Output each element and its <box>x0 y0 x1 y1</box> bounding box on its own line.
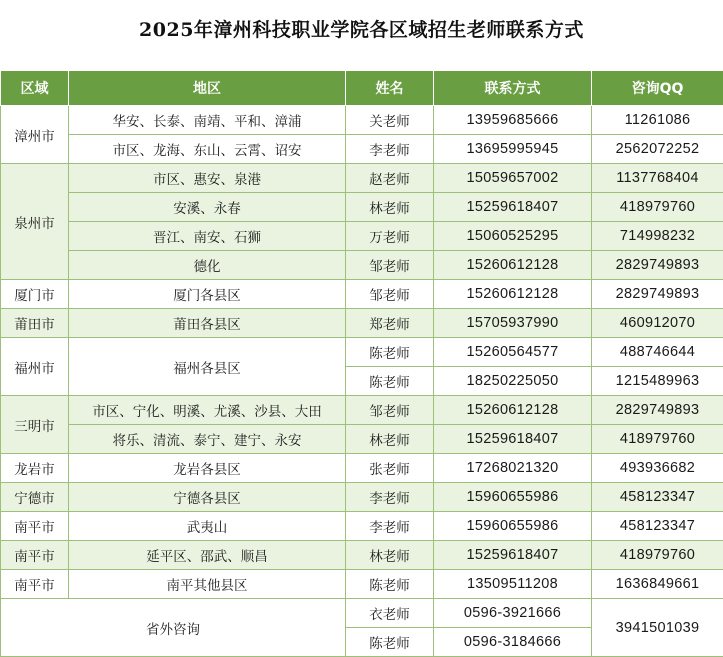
region-cell: 泉州市 <box>1 164 69 280</box>
page-title: 2025年漳州科技职业学院各区域招生老师联系方式 <box>139 19 584 41</box>
region-cell: 南平市 <box>1 541 69 570</box>
name-cell: 陈老师 <box>346 570 434 599</box>
area-cell: 华安、长泰、南靖、平和、漳浦 <box>69 106 346 135</box>
region-cell: 南平市 <box>1 570 69 599</box>
region-cell: 厦门市 <box>1 280 69 309</box>
table-row <box>1 512 723 541</box>
name-cell: 万老师 <box>346 222 434 251</box>
qq-cell: 2829749893 <box>592 280 723 309</box>
qq-cell: 458123347 <box>592 483 723 512</box>
phone-cell: 0596-3921666 <box>434 599 592 628</box>
area-cell: 安溪、永春 <box>69 193 346 222</box>
phone-cell: 18250225050 <box>434 367 592 396</box>
qq-cell: 458123347 <box>592 512 723 541</box>
header-qq: 咨询QQ <box>592 71 723 106</box>
header-name: 姓名 <box>346 71 434 106</box>
area-cell: 市区、宁化、明溪、尤溪、沙县、大田 <box>69 396 346 425</box>
qq-cell: 1137768404 <box>592 164 723 193</box>
table-row <box>1 454 723 483</box>
qq-cell: 418979760 <box>592 541 723 570</box>
region-cell: 宁德市 <box>1 483 69 512</box>
table-row <box>1 425 723 454</box>
region-cell: 漳州市 <box>1 106 69 164</box>
phone-cell: 15060525295 <box>434 222 592 251</box>
area-cell: 市区、龙海、东山、云霄、诏安 <box>69 135 346 164</box>
area-cell: 武夷山 <box>69 512 346 541</box>
name-cell: 衣老师 <box>346 599 434 628</box>
qq-cell: 418979760 <box>592 425 723 454</box>
table-row <box>1 193 723 222</box>
phone-cell: 13695995945 <box>434 135 592 164</box>
phone-cell: 15259618407 <box>434 193 592 222</box>
qq-cell: 418979760 <box>592 193 723 222</box>
qq-cell: 1636849661 <box>592 570 723 599</box>
table-row <box>1 164 723 193</box>
phone-cell: 13509511208 <box>434 570 592 599</box>
qq-cell: 3941501039 <box>592 599 723 657</box>
header-area: 地区 <box>69 71 346 106</box>
phone-cell: 15260612128 <box>434 280 592 309</box>
area-cell: 将乐、清流、泰宁、建宁、永安 <box>69 425 346 454</box>
table-row <box>1 570 723 599</box>
name-cell: 陈老师 <box>346 338 434 367</box>
table-row <box>1 309 723 338</box>
region-cell: 三明市 <box>1 396 69 454</box>
out-of-province-cell: 省外咨询 <box>1 599 346 657</box>
qq-cell: 488746644 <box>592 338 723 367</box>
header-phone: 联系方式 <box>434 71 592 106</box>
phone-cell: 15259618407 <box>434 541 592 570</box>
area-cell: 莆田各县区 <box>69 309 346 338</box>
phone-cell: 15960655986 <box>434 483 592 512</box>
header-region: 区域 <box>1 71 69 106</box>
qq-cell: 493936682 <box>592 454 723 483</box>
table-row <box>1 251 723 280</box>
name-cell: 邹老师 <box>346 280 434 309</box>
name-cell: 李老师 <box>346 135 434 164</box>
area-cell: 福州各县区 <box>69 338 346 396</box>
name-cell: 张老师 <box>346 454 434 483</box>
table-row <box>1 541 723 570</box>
phone-cell: 15260612128 <box>434 396 592 425</box>
phone-cell: 15260564577 <box>434 338 592 367</box>
table-row <box>1 483 723 512</box>
region-cell: 莆田市 <box>1 309 69 338</box>
name-cell: 邹老师 <box>346 251 434 280</box>
table-row <box>1 135 723 164</box>
name-cell: 林老师 <box>346 541 434 570</box>
area-cell: 厦门各县区 <box>69 280 346 309</box>
qq-cell: 2829749893 <box>592 396 723 425</box>
phone-cell: 15960655986 <box>434 512 592 541</box>
area-cell: 宁德各县区 <box>69 483 346 512</box>
table-row <box>1 599 723 628</box>
phone-cell: 15259618407 <box>434 425 592 454</box>
name-cell: 郑老师 <box>346 309 434 338</box>
table-row <box>1 222 723 251</box>
phone-cell: 15059657002 <box>434 164 592 193</box>
name-cell: 李老师 <box>346 483 434 512</box>
area-cell: 龙岩各县区 <box>69 454 346 483</box>
area-cell: 德化 <box>69 251 346 280</box>
phone-cell: 15260612128 <box>434 251 592 280</box>
area-cell: 晋江、南安、石狮 <box>69 222 346 251</box>
qq-cell: 460912070 <box>592 309 723 338</box>
region-cell: 龙岩市 <box>1 454 69 483</box>
phone-cell: 13959685666 <box>434 106 592 135</box>
region-cell: 南平市 <box>1 512 69 541</box>
phone-cell: 17268021320 <box>434 454 592 483</box>
area-cell: 延平区、邵武、顺昌 <box>69 541 346 570</box>
contact-table <box>0 70 723 657</box>
name-cell: 陈老师 <box>346 367 434 396</box>
phone-cell: 15705937990 <box>434 309 592 338</box>
name-cell: 林老师 <box>346 193 434 222</box>
table-row <box>1 280 723 309</box>
table-row <box>1 396 723 425</box>
qq-cell: 2829749893 <box>592 251 723 280</box>
name-cell: 邹老师 <box>346 396 434 425</box>
table-header-row <box>1 71 723 106</box>
table-row <box>1 106 723 135</box>
phone-cell: 0596-3184666 <box>434 628 592 657</box>
area-cell: 市区、惠安、泉港 <box>69 164 346 193</box>
name-cell: 林老师 <box>346 425 434 454</box>
qq-cell: 714998232 <box>592 222 723 251</box>
region-cell: 福州市 <box>1 338 69 396</box>
name-cell: 李老师 <box>346 512 434 541</box>
qq-cell: 1215489963 <box>592 367 723 396</box>
area-cell: 南平其他县区 <box>69 570 346 599</box>
name-cell: 关老师 <box>346 106 434 135</box>
qq-cell: 11261086 <box>592 106 723 135</box>
name-cell: 赵老师 <box>346 164 434 193</box>
table-row <box>1 338 723 367</box>
name-cell: 陈老师 <box>346 628 434 657</box>
qq-cell: 2562072252 <box>592 135 723 164</box>
